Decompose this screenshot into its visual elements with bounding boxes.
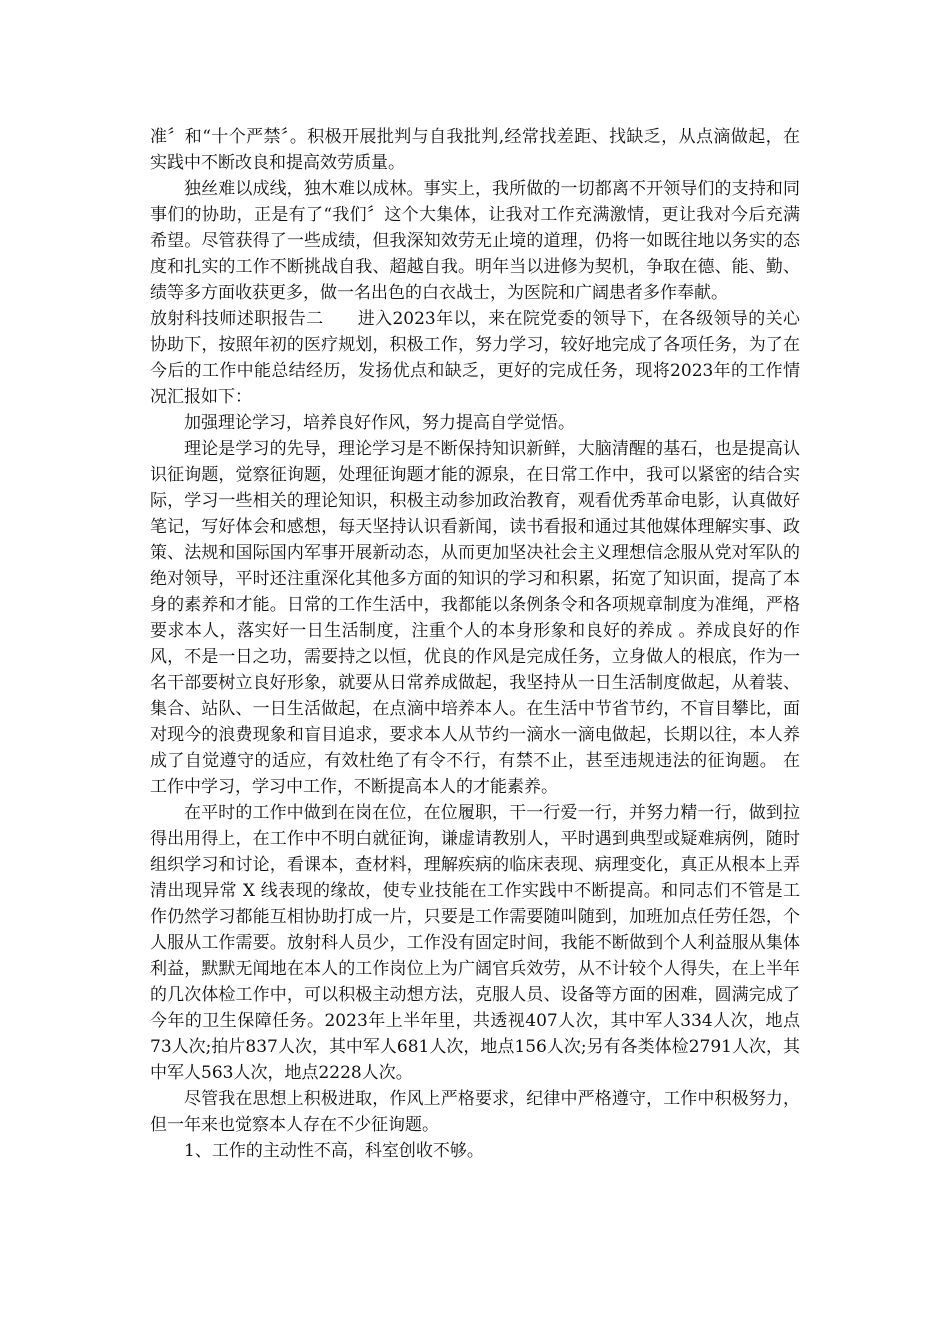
document-page	[150, 124, 800, 1164]
paragraph-work: 在平时的工作中做到在岗在位，在位履职，干一行爱一行，并努力精一行，做到拉得出用得上，在工作中不明白就征询，谦虚请教别人，平时遇到典型或疑难病例，随时组织学习和讨论，看课本，查材料，理解疾病的临床表现、病理变化，真正从根本上弄清出现异常 X 线表现的缘故，使专业技能在工作实践中不断提高。和同志们不管是工作仍然学习都能互相协助打成一片，只要是工作需要随叫随到，加班加点任劳任怨，个人服从工作需要。放射科人员少，工作没有固定时间，我能不断做到个人利益服从集体利益，默默无闻地在本人的工作岗位上为广阔官兵效劳，从不计较个人得失，在上半年的几次体检工作中，可以积极主动想方法，克服人员、设备等方面的困难，圆满完成了今年的卫生保障任务。2023年上半年里，共透视407人次，其中军人334人次，地点73人次;拍片837人次，其中军人681人次，地点156人次;另有各类体检2791人次，其中军人563人次，地点2228人次。	[150, 803, 800, 1083]
paragraph-problem-1: 1、工作的主动性不高，科室创收不够。	[184, 1141, 484, 1161]
section-title: 放射科技师述职报告二	[150, 309, 324, 329]
section-start	[150, 306, 800, 410]
section-intro: 进入2023年以，来在院党委的领导下，在各级领导的关心协助下，按照年初的医疗规划，积极工作，努力学习，较好地完成了各项任务，为了在今后的工作中能总结经历，发扬优点和缺乏，更好的完成任务，现将2023年的工作情况汇报如下：	[150, 309, 800, 407]
paragraph-theory-heading: 加强理论学习，培养良好作风，努力提高自学觉悟。	[184, 413, 575, 433]
paragraph-continued: 准〞和“十个严禁〞。积极开展批判与自我批判,经常找差距、找缺乏，从点滴做起，在实践中不断改良和提高效劳质量。	[150, 127, 800, 173]
paragraph-theory: 理论是学习的先导，理论学习是不断保持知识新鲜，大脑清醒的基石，也是提高认识征询题，觉察征询题，处理征询题才能的源泉，在日常工作中，我可以紧密的结合实际，学习一些相关的理论知识，积极主动参加政治教育，观看优秀革命电影，认真做好笔记，写好体会和感想，每天坚持认识看新闻，读书看报和通过其他媒体理解实事、政策、法规和国际国内军事开展新动态，从而更加坚决社会主义理想信念服从党对军队的绝对领导，平时还注重深化其他多方面的知识的学习和积累，拓宽了知识面，提高了本身的素养和才能。日常的工作生活中，我都能以条例条令和各项规章制度为准绳，严格要求本人，落实好一日生活制度，注重个人的本身形象和良好的养成 。养成良好的作风，不是一日之功，需要持之以恒，优良的作风是完成任务，立身做人的根底，作为一名干部要树立良好形象，就要从日常养成做起，我坚持从一日生活制度做起，从着装、集合、站队、一日生活做起，在点滴中培养本人。在生活中节省节约，不盲目攀比，面对现今的浪费现象和盲目追求，要求本人从节约一滴水一滴电做起，长期以往，本人养成了自觉遵守的适应，有效杜绝了有令不行，有禁不止，甚至违规违法的征询题。 在工作中学习，学习中工作，不断提高本人的才能素养。	[150, 439, 800, 797]
paragraph-closing: 独丝难以成线，独木难以成林。事实上，我所做的一切都离不开领导们的支持和同事们的协助，正是有了“我们〞这个大集体，让我对工作充满激情，更让我对今后充满希望。尽管获得了一些成绩，但我深知效劳无止境的道理，仍将一如既往地以务实的态度和扎实的工作不断挑战自我、超越自我。明年当以进修为契机，争取在德、能、勤、绩等多方面收获更多，做一名出色的白衣战士，为医院和广阔患者多作奉献。	[150, 179, 800, 303]
paragraph-problems: 尽管我在思想上积极进取，作风上严格要求，纪律中严格遵守，工作中积极努力，但一年来也觉察本人存在不少征询题。	[150, 1089, 800, 1135]
